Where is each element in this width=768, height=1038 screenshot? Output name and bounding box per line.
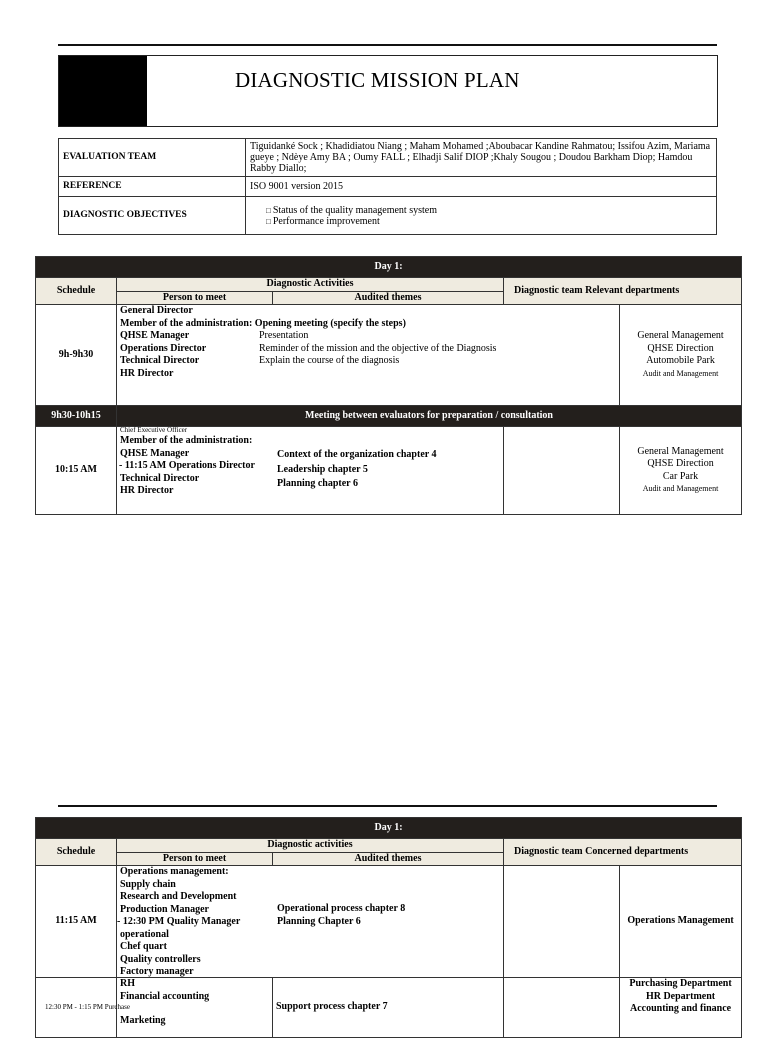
- person-header: Person to meet: [117, 291, 273, 305]
- theme-line: Presentation: [259, 330, 309, 341]
- departments-cell: [620, 305, 742, 406]
- person-line: Technical Director: [120, 355, 200, 366]
- person-line: RH: [120, 978, 135, 989]
- department-line: General Management: [637, 330, 724, 341]
- reference-label: REFERENCE: [59, 177, 246, 197]
- team-departments-header: Diagnostic team Concerned departments: [504, 839, 742, 866]
- objectives-label: DIAGNOSTIC OBJECTIVES: [59, 197, 246, 235]
- departments-cell: [620, 427, 742, 515]
- schedule-text: 12:30 PM - 1:15 PM Purchase: [45, 1003, 130, 1012]
- theme-line: Planning chapter 6: [277, 478, 358, 489]
- department-line: Automobile Park: [646, 355, 715, 366]
- person-line: HR Director: [120, 367, 174, 379]
- top-rule: [58, 44, 717, 46]
- departments-cell: Operations Management: [620, 866, 742, 978]
- person-line: Technical Director: [120, 472, 200, 484]
- plan-table-1: [35, 256, 742, 515]
- reference-value: ISO 9001 version 2015: [246, 177, 717, 197]
- theme-line: Leadership chapter 5: [277, 463, 368, 475]
- evaluation-team-value: Tiguidanké Sock ; Khadidiatou Niang ; Maham Mohamed ;Aboubacar Kandine Rahmatou; Issifou Azim, Mariama gueye ; Ndèye Amy BA ; Oumy FALL ; Elhadji Salif DIOP ;Khaly Sougou ; Doudou Barkham Diop; Hamdou Rabby Diallo;: [246, 139, 717, 177]
- meeting-note: Meeting between evaluators for preparation / consultation: [117, 406, 742, 427]
- person-line: Member of the administration:: [120, 435, 253, 446]
- themes-header: Audited themes: [273, 852, 504, 866]
- person-line: Operations Director: [120, 342, 207, 354]
- theme-line: Support process chapter 7: [276, 1001, 388, 1013]
- persons-cell: [117, 978, 273, 1038]
- department-line: Car Park: [662, 470, 699, 482]
- person-line: Supply chain: [120, 878, 176, 890]
- team-cell: [504, 978, 620, 1038]
- person-line: QHSE Manager: [120, 447, 190, 459]
- theme-line: Planning Chapter 6: [277, 915, 361, 927]
- person-line: Research and Development: [120, 891, 237, 902]
- schedule-header: Schedule: [36, 839, 117, 866]
- department-line: Audit and Management: [642, 484, 719, 493]
- person-line: QHSE Manager: [120, 330, 190, 341]
- person-line: Operations management:: [120, 866, 229, 877]
- person-line: - 11:15 AM Operations Director: [119, 460, 255, 471]
- persons-themes-cell: [117, 427, 504, 515]
- schedule-cell: 9h-9h30: [36, 305, 117, 406]
- schedule-cell: 11:15 AM: [36, 866, 117, 978]
- schedule-cell: 9h30-10h15: [36, 406, 117, 427]
- department-line: Accounting and finance: [629, 1003, 732, 1014]
- activities-header: Diagnostic Activities: [117, 278, 504, 292]
- title-box: [58, 55, 718, 127]
- person-line: Marketing: [120, 1015, 166, 1026]
- person-line: - 12:30 PM Quality Manager: [117, 916, 241, 927]
- person-line: Chief Executive Officer: [120, 426, 188, 434]
- department-line: General Management: [637, 445, 724, 457]
- theme-line: Explain the course of the diagnosis: [259, 355, 400, 366]
- themes-cell: [273, 978, 504, 1038]
- themes-header: Audited themes: [273, 291, 504, 305]
- team-cell: [504, 866, 620, 978]
- department-line: QHSE Direction: [647, 458, 714, 469]
- info-table: [58, 138, 717, 235]
- activity-cell: [117, 305, 620, 406]
- departments-cell: [620, 978, 742, 1038]
- objective-item: □ Performance improvement: [266, 216, 712, 227]
- section-rule: [58, 805, 717, 807]
- person-line: Factory manager: [120, 966, 194, 977]
- theme-line: Operational process chapter 8: [277, 903, 406, 914]
- objectives-list: [266, 205, 712, 227]
- team-departments-header: Diagnostic team Relevant departments: [504, 278, 742, 305]
- person-line: HR Director: [120, 485, 174, 496]
- team-cell: [504, 427, 620, 515]
- person-header: Person to meet: [117, 852, 273, 866]
- schedule-cell: 10:15 AM: [36, 427, 117, 515]
- objective-item: □ Status of the quality management system: [266, 205, 712, 216]
- department-line: HR Department: [645, 990, 716, 1002]
- objectives-cell: [246, 197, 717, 235]
- person-line: Financial accounting: [120, 990, 210, 1002]
- day-header: Day 1:: [36, 818, 742, 839]
- activities-header: Diagnostic activities: [117, 839, 504, 853]
- theme-line: Reminder of the mission and the objective of the Diagnosis: [259, 342, 497, 354]
- day-header: Day 1:: [36, 257, 742, 278]
- person-line: operational: [120, 928, 169, 940]
- evaluation-team-label: EVALUATION TEAM: [59, 139, 246, 177]
- person-line: Production Manager: [120, 903, 209, 915]
- plan-table-2: [35, 817, 742, 1038]
- person-line: Quality controllers: [120, 953, 201, 965]
- person-line: Member of the administration: Opening meeting (specify the steps): [120, 317, 406, 329]
- department-line: QHSE Direction: [647, 342, 714, 354]
- page-title: DIAGNOSTIC MISSION PLAN: [235, 68, 520, 92]
- department-line: Purchasing Department: [629, 978, 732, 989]
- persons-themes-cell: [117, 866, 504, 978]
- department-line: Audit and Management: [642, 368, 719, 378]
- person-line: General Director: [120, 305, 193, 316]
- theme-line: Context of the organization chapter 4: [277, 449, 437, 460]
- logo-block: [59, 56, 147, 126]
- person-line: Chef quart: [120, 941, 167, 952]
- schedule-header: Schedule: [36, 278, 117, 305]
